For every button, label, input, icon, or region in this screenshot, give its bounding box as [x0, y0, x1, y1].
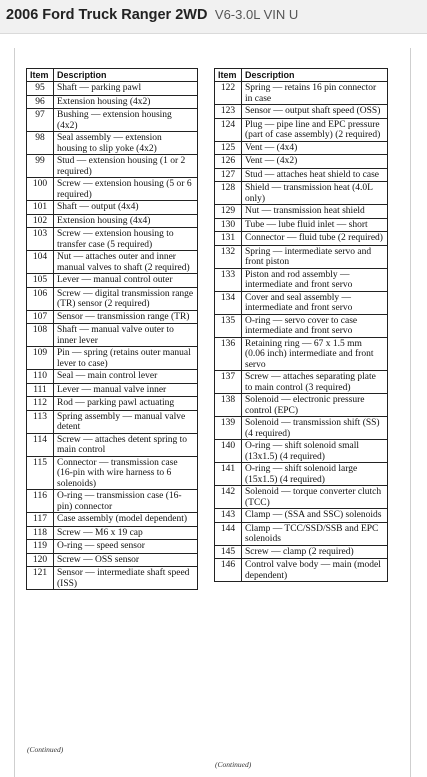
item-number: 128 — [215, 182, 242, 205]
item-number: 141 — [215, 463, 242, 486]
table-row — [27, 383, 198, 397]
item-description: Extension housing (4x4) — [54, 214, 198, 228]
table-row — [27, 82, 198, 96]
table-row — [27, 178, 198, 201]
table-row — [27, 109, 198, 132]
item-description: Sensor — output shaft speed (OSS) — [242, 105, 388, 119]
table-row — [215, 314, 388, 337]
item-description: Stud — attaches heat shield to case — [242, 168, 388, 182]
table-row — [27, 214, 198, 228]
item-description: Shield — transmission heat (4.0L only) — [242, 182, 388, 205]
table-row — [215, 205, 388, 219]
item-description: Piston and rod assembly — intermediate and front servo — [242, 268, 388, 291]
table-row — [215, 486, 388, 509]
item-description: Lever — manual control outer — [54, 274, 198, 288]
table-row — [215, 168, 388, 182]
item-number: 106 — [27, 287, 54, 310]
table-row — [215, 522, 388, 545]
item-number: 139 — [215, 417, 242, 440]
item-description: Spring assembly — manual valve detent — [54, 410, 198, 433]
item-number: 122 — [215, 82, 242, 105]
item-description: Shaft — parking pawl — [54, 82, 198, 96]
table-row — [215, 182, 388, 205]
item-description: Screw — extension housing (5 or 6 required) — [54, 178, 198, 201]
item-number: 116 — [27, 490, 54, 513]
table-row — [215, 417, 388, 440]
table-row — [215, 105, 388, 119]
table-row — [215, 118, 388, 141]
item-description: Connector — transmission case (16-pin with wire harness to 6 solenoids) — [54, 456, 198, 490]
item-description: Screw — digital transmission range (TR) sensor (2 required) — [54, 287, 198, 310]
column-header-item: Item — [27, 69, 54, 82]
table-row — [215, 394, 388, 417]
item-description: Screw — M6 x 19 cap — [54, 526, 198, 540]
table-row — [215, 371, 388, 394]
item-number: 137 — [215, 371, 242, 394]
table-row — [27, 513, 198, 527]
table-row — [215, 268, 388, 291]
item-description: Case assembly (model dependent) — [54, 513, 198, 527]
item-number: 118 — [27, 526, 54, 540]
item-number: 136 — [215, 337, 242, 371]
table-row — [27, 132, 198, 155]
item-number: 130 — [215, 218, 242, 232]
item-number: 114 — [27, 433, 54, 456]
item-number: 127 — [215, 168, 242, 182]
item-description: Retaining ring — 67 x 1.5 mm (0.06 inch) intermediate and front servo — [242, 337, 388, 371]
item-number: 107 — [27, 310, 54, 324]
item-number: 120 — [27, 553, 54, 567]
item-description: Shaft — manual valve outer to inner lever — [54, 324, 198, 347]
table-row — [27, 274, 198, 288]
item-number: 115 — [27, 456, 54, 490]
item-number: 97 — [27, 109, 54, 132]
table-row — [27, 155, 198, 178]
item-number: 145 — [215, 545, 242, 559]
item-number: 102 — [27, 214, 54, 228]
item-description: Control valve body — main (model dependent) — [242, 559, 388, 582]
vehicle-title: 2006 Ford Truck Ranger 2WD — [6, 7, 208, 23]
table-row — [215, 232, 388, 246]
item-description: Spring — intermediate servo and front piston — [242, 245, 388, 268]
engine-subtitle: V6-3.0L VIN U — [214, 7, 299, 22]
item-number: 109 — [27, 347, 54, 370]
item-description: O-ring — servo cover to case intermediate and front servo — [242, 314, 388, 337]
item-description: Seal assembly — extension housing to slip yoke (4x2) — [54, 132, 198, 155]
item-number: 142 — [215, 486, 242, 509]
item-number: 96 — [27, 95, 54, 109]
table-row — [215, 559, 388, 582]
item-description: Clamp — TCC/SSD/SSB and EPC solenoids — [242, 522, 388, 545]
table-row — [27, 324, 198, 347]
item-number: 113 — [27, 410, 54, 433]
item-description: Plug — pipe line and EPC pressure (part of case assembly) (2 required) — [242, 118, 388, 141]
table-row — [27, 201, 198, 215]
item-description: Screw — attaches detent spring to main control — [54, 433, 198, 456]
table-row — [215, 141, 388, 155]
item-description: Screw — clamp (2 required) — [242, 545, 388, 559]
item-number: 100 — [27, 178, 54, 201]
item-number: 112 — [27, 397, 54, 411]
item-number: 140 — [215, 440, 242, 463]
item-description: Stud — extension housing (1 or 2 required) — [54, 155, 198, 178]
table-row — [27, 228, 198, 251]
item-number: 132 — [215, 245, 242, 268]
item-number: 131 — [215, 232, 242, 246]
table-row — [215, 463, 388, 486]
table-row — [27, 433, 198, 456]
table-row — [27, 310, 198, 324]
item-description: O-ring — transmission case (16-pin) connector — [54, 490, 198, 513]
item-description: Cover and seal assembly — intermediate and front servo — [242, 291, 388, 314]
item-description: Vent — (4x4) — [242, 141, 388, 155]
item-number: 95 — [27, 82, 54, 96]
item-description: Seal — main control lever — [54, 370, 198, 384]
continued-note-right: (Continued) — [215, 760, 252, 769]
table-row — [27, 490, 198, 513]
item-number: 125 — [215, 141, 242, 155]
item-description: Solenoid — electronic pressure control (EPC) — [242, 394, 388, 417]
column-header-description: Description — [242, 69, 388, 82]
item-description: Tube — lube fluid inlet — short — [242, 218, 388, 232]
item-description: Clamp — (SSA and SSC) solenoids — [242, 509, 388, 523]
item-number: 133 — [215, 268, 242, 291]
item-description: Pin — spring (retains outer manual lever to case) — [54, 347, 198, 370]
item-description: Screw — extension housing to transfer case (5 required) — [54, 228, 198, 251]
document-page — [14, 48, 411, 777]
item-number: 134 — [215, 291, 242, 314]
item-number: 101 — [27, 201, 54, 215]
item-description: Lever — manual valve inner — [54, 383, 198, 397]
item-number: 123 — [215, 105, 242, 119]
continued-note-left: (Continued) — [27, 745, 64, 754]
item-number: 146 — [215, 559, 242, 582]
item-description: Extension housing (4x2) — [54, 95, 198, 109]
item-description: Sensor — transmission range (TR) — [54, 310, 198, 324]
item-description: Sensor — intermediate shaft speed (ISS) — [54, 567, 198, 590]
table-row — [215, 82, 388, 105]
parts-table-left-body — [27, 82, 198, 590]
table-row — [215, 245, 388, 268]
table-row — [27, 540, 198, 554]
table-row — [215, 155, 388, 169]
table-row — [215, 291, 388, 314]
item-description: Shaft — output (4x4) — [54, 201, 198, 215]
table-row — [27, 287, 198, 310]
parts-table-right-body — [215, 82, 388, 582]
column-header-item: Item — [215, 69, 242, 82]
item-description: Solenoid — torque converter clutch (TCC) — [242, 486, 388, 509]
item-description: O-ring — speed sensor — [54, 540, 198, 554]
table-row — [27, 370, 198, 384]
column-header-description: Description — [54, 69, 198, 82]
item-description: Vent — (4x2) — [242, 155, 388, 169]
table-row — [215, 509, 388, 523]
item-number: 98 — [27, 132, 54, 155]
page-header — [0, 0, 427, 34]
item-number: 110 — [27, 370, 54, 384]
parts-table-right — [214, 68, 388, 582]
table-row — [27, 567, 198, 590]
item-description: Spring — retains 16 pin connector in case — [242, 82, 388, 105]
table-row — [27, 251, 198, 274]
item-number: 138 — [215, 394, 242, 417]
item-number: 103 — [27, 228, 54, 251]
item-number: 104 — [27, 251, 54, 274]
table-row — [215, 337, 388, 371]
item-description: Screw — attaches separating plate to main control (3 required) — [242, 371, 388, 394]
item-description: Solenoid — transmission shift (SS) (4 required) — [242, 417, 388, 440]
table-row — [27, 397, 198, 411]
item-number: 135 — [215, 314, 242, 337]
table-row — [215, 218, 388, 232]
item-description: Nut — transmission heat shield — [242, 205, 388, 219]
item-number: 111 — [27, 383, 54, 397]
table-row — [27, 553, 198, 567]
table-row — [27, 526, 198, 540]
item-number: 124 — [215, 118, 242, 141]
parts-table-left — [26, 68, 198, 590]
item-number: 117 — [27, 513, 54, 527]
item-number: 99 — [27, 155, 54, 178]
item-description: Nut — attaches outer and inner manual valves to shaft (2 required) — [54, 251, 198, 274]
item-number: 126 — [215, 155, 242, 169]
item-number: 121 — [27, 567, 54, 590]
item-number: 119 — [27, 540, 54, 554]
item-description: Connector — fluid tube (2 required) — [242, 232, 388, 246]
item-description: O-ring — shift solenoid large (15x1.5) (4 required) — [242, 463, 388, 486]
item-description: Rod — parking pawl actuating — [54, 397, 198, 411]
item-number: 144 — [215, 522, 242, 545]
item-description: Bushing — extension housing (4x2) — [54, 109, 198, 132]
item-number: 129 — [215, 205, 242, 219]
item-number: 143 — [215, 509, 242, 523]
table-row — [27, 410, 198, 433]
table-row — [27, 456, 198, 490]
table-row — [215, 440, 388, 463]
item-number: 105 — [27, 274, 54, 288]
item-description: O-ring — shift solenoid small (13x1.5) (4 required) — [242, 440, 388, 463]
item-description: Screw — OSS sensor — [54, 553, 198, 567]
table-row — [27, 347, 198, 370]
table-row — [215, 545, 388, 559]
table-row — [27, 95, 198, 109]
item-number: 108 — [27, 324, 54, 347]
